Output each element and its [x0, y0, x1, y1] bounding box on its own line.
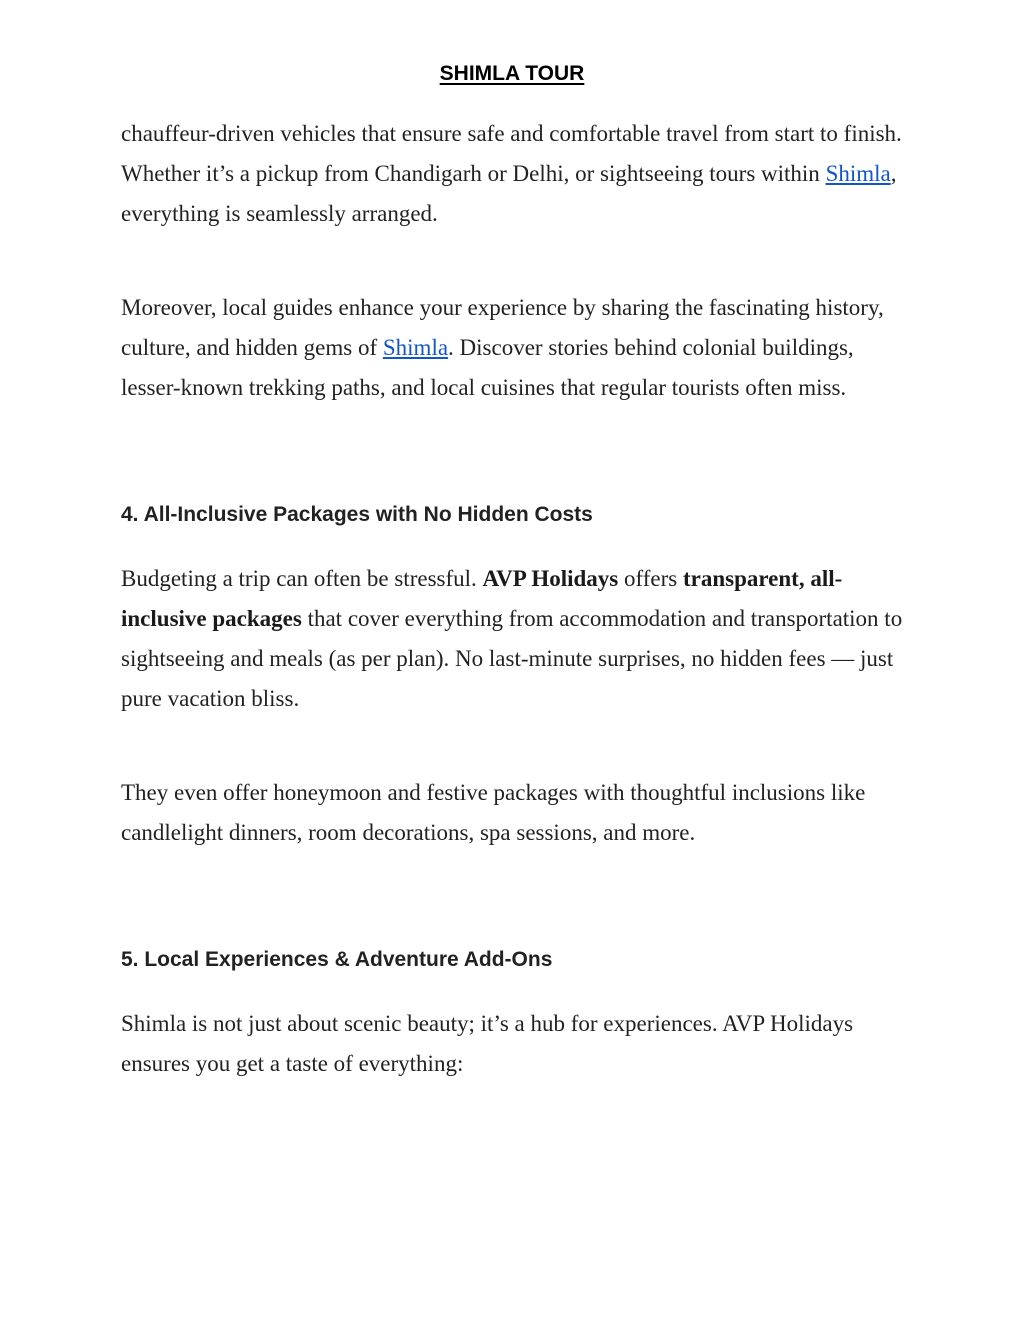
spacer: [121, 529, 911, 559]
document-body: [121, 114, 911, 1084]
shimla-link[interactable]: Shimla: [382, 335, 449, 360]
paragraph-text: offers: [618, 566, 683, 591]
paragraph-honeymoon: They even offer honeymoon and festive packages with thoughtful inclusions like candlelight dinners, room decorations, spa sessions, and more.: [121, 780, 866, 845]
paragraph-text: Budgeting a trip can often be stressful.: [121, 566, 483, 591]
bold-brand-name: AVP Holidays: [482, 566, 619, 591]
spacer: [121, 974, 911, 1004]
paragraph-text: chauffeur-driven vehicles that ensure safe and comfortable travel from start to finish. Whether it’s a pickup from Chandigarh or Delhi, or sightseeing tours within: [121, 121, 902, 186]
paragraph-text: that cover everything from accommodation and transportation to sightseeing and meals (as per plan). No last-minute surprises, no hidden fees — just pure vacation bliss.: [121, 606, 903, 711]
spacer: [121, 408, 911, 501]
spacer: [121, 234, 911, 288]
spacer: [121, 853, 911, 946]
section-heading-experiences: 5. Local Experiences & Adventure Add-Ons: [121, 948, 553, 971]
paragraph-transport: [121, 114, 911, 234]
paragraph-budgeting: [121, 559, 911, 719]
bold-package-phrase: transparent, all-inclusive packages: [121, 566, 843, 631]
paragraph-text: . Discover stories behind colonial buildings, lesser-known trekking paths, and local cuisines that regular tourists often miss.: [121, 335, 854, 400]
paragraph-text: Moreover, local guides enhance your experience by sharing the fascinating history, culture, and hidden gems of: [121, 295, 884, 360]
section-heading-packages: 4. All-Inclusive Packages with No Hidden Costs: [121, 503, 593, 526]
paragraph-experiences: Shimla is not just about scenic beauty; it’s a hub for experiences. AVP Holidays ensures you get a taste of everything:: [121, 1011, 854, 1076]
page-title: SHIMLA TOUR: [439, 62, 585, 85]
paragraph-local-guides: [121, 288, 911, 408]
spacer: [121, 719, 911, 773]
shimla-link[interactable]: Shimla: [825, 161, 891, 186]
paragraph-text: , everything is seamlessly arranged.: [121, 161, 897, 226]
